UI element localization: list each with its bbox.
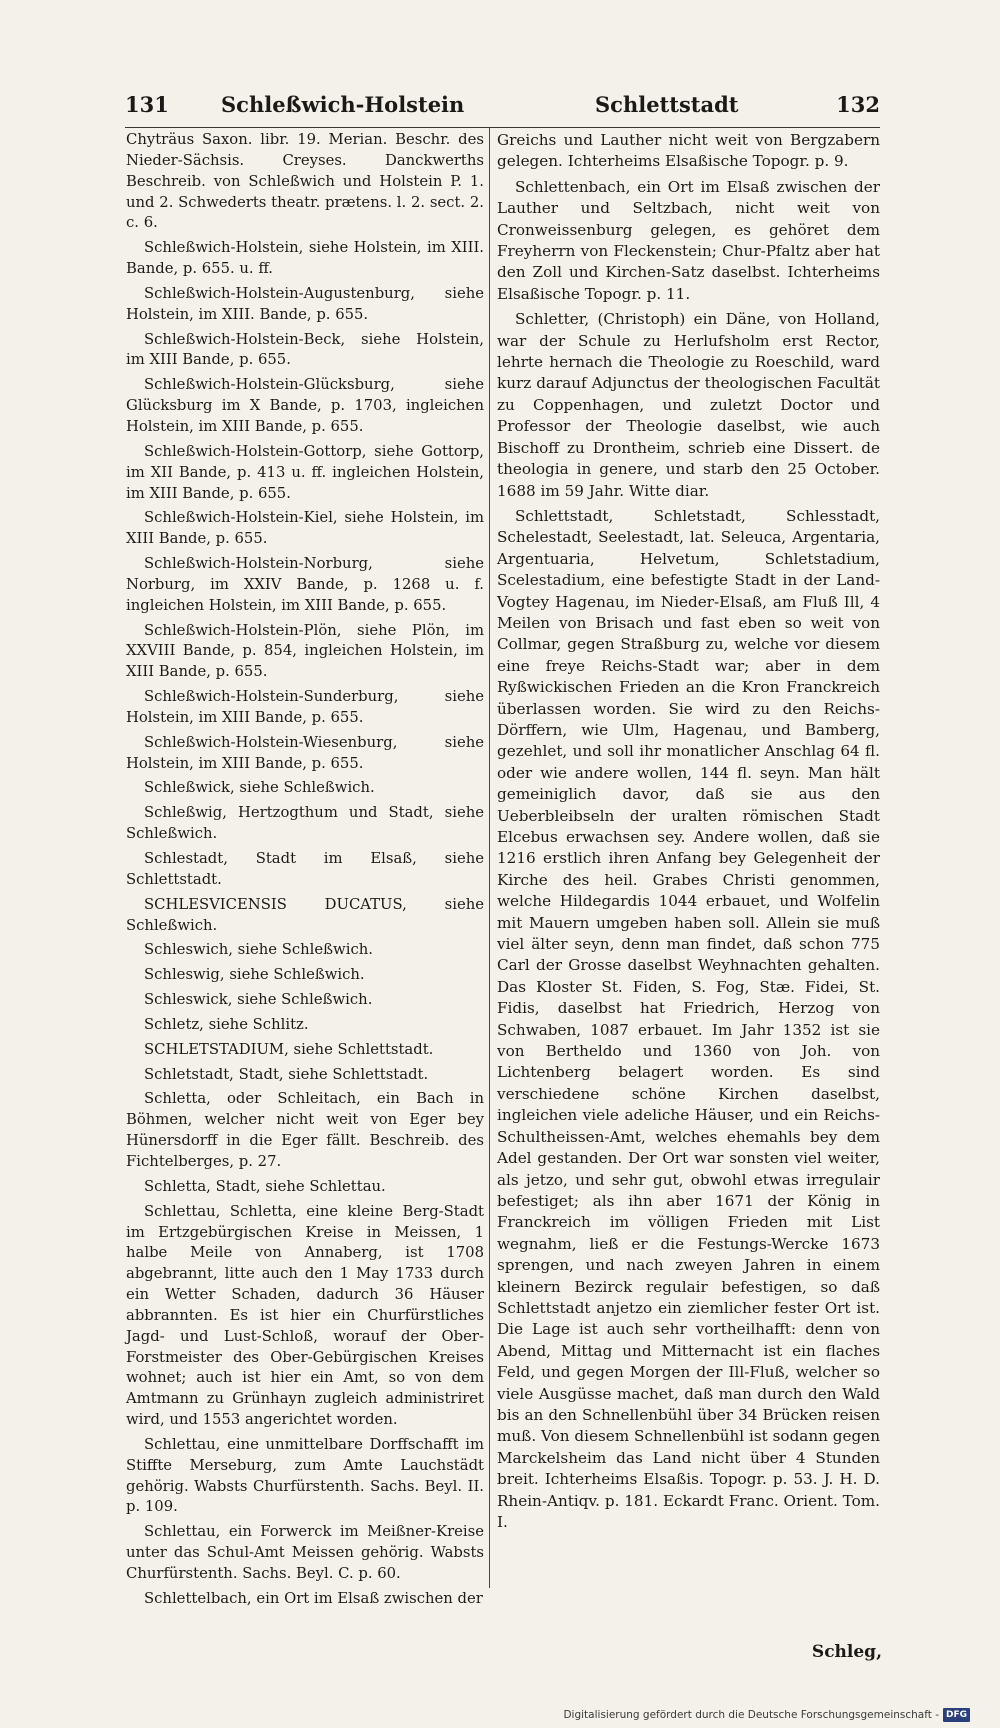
- header-rule: [125, 127, 880, 128]
- entry: Greichs und Lauther nicht weit von Bergzabern gelegen. Ichterheims Elsaßische Topogr. p. 9.: [497, 131, 880, 171]
- entry: SCHLETSTADIUM, siehe Schlettstadt.: [144, 1040, 434, 1058]
- page-number-right: 132: [836, 92, 880, 117]
- entry: Schleßwich-Holstein-Beck, siehe Holstein, im XIII Bande, p. 655.: [126, 330, 484, 369]
- entry: Schlettau, eine unmittelbare Dorffschafft im Stiffte Merseburg, zum Amte Lauchstädt gehörig. Wabsts Churfürstenth. Sachs. Beyl. II. p. 109.: [126, 1435, 484, 1516]
- entry: Schleßwich-Holstein-Sunderburg, siehe Holstein, im XIII Bande, p. 655.: [126, 688, 484, 726]
- entry: Schletta, oder Schleitach, ein Bach in Böhmen, welcher nicht weit von Eger bey Hünersdorff in die Eger fällt. Beschreib. des Fichtelberges, p. 27.: [126, 1090, 484, 1170]
- catchword: Schleg,: [811, 1642, 882, 1662]
- page-header: [125, 92, 880, 126]
- entry: Schleswick, siehe Schleßwich.: [144, 991, 373, 1009]
- entry: Schleßwick, siehe Schleßwich.: [144, 779, 375, 797]
- page-number-left: 131: [125, 92, 169, 117]
- entry: Schleßwich-Holstein-Gottorp, siehe Gottorp, im XII Bande, p. 413 u. ff. ingleichen Holstein, im XIII Bande, p. 655.: [126, 442, 484, 502]
- entry: Schleßwich-Holstein-Glücksburg, siehe Glücksburg im X Bande, p. 1703, ingleichen Holstein, im XIII Bande, p. 655.: [126, 376, 484, 435]
- entry: Schletta, Stadt, siehe Schlettau.: [144, 1177, 386, 1195]
- entry: Schletz, siehe Schlitz.: [144, 1015, 309, 1033]
- entry: Schleßwich-Holstein-Kiel, siehe Holstein, im XIII Bande, p. 655.: [126, 509, 484, 548]
- entry: Schlestadt, Stadt im Elsaß, siehe Schlettstadt.: [126, 850, 484, 888]
- footer-text: Digitalisierung gefördert durch die Deutsche Forschungsgemeinschaft -: [563, 1709, 939, 1721]
- entry: Schleßwich-Holstein-Augustenburg, siehe Holstein, im XIII. Bande, p. 655.: [126, 284, 484, 323]
- digitization-footer: [563, 1708, 970, 1722]
- entry: Schleswig, siehe Schleßwich.: [144, 966, 365, 984]
- entry: Chyträus Saxon. libr. 19. Merian. Beschr. des Nieder-Sächsis. Creyses. Danckwerths Beschreib. von Schleßwich und Holstein P. 1. und 2. Schwederts theatr. prætens. l. 2. sect. 2. c. 6.: [126, 131, 484, 232]
- entry: Schletter, (Christoph) ein Däne, von Holland, war der Schule zu Herlufsholm erst Rector, lehrte hernach die Theologie zu Roeschild, ward kurz darauf Adjunctus der theologischen Facultät zu Coppenhagen, und zuletzt Doctor und Professor der Theologie daselbst, wie auch Bischoff zu Drontheim, schrieb eine Dissert. de theologia in genere, und starb den 25 October. 1688 im 59 Jahr. Witte diar.: [497, 310, 880, 500]
- entry: Schleswich, siehe Schleßwich.: [144, 941, 373, 959]
- entry: Schleßwich-Holstein-Plön, siehe Plön, im XXVIII Bande, p. 854, ingleichen Holstein, im XIII Bande, p. 655.: [126, 621, 484, 681]
- entry: Schlettstadt, Schletstadt, Schlesstadt, Schelestadt, Seelestadt, lat. Seleuca, Argentaria, Argentuaria, Helvetum, Schletstadium, Scelestadium, eine befestigte Stadt in der Land-Vogtey Hagenau, im Nieder-Elsaß, am Fluß Ill, 4 Meilen von Brisach und fast eben so weit von Collmar, gegen Straßburg zu, welche vor diesem eine freye Reichs-Stadt war; aber in dem Ryßwickischen Frieden an die Kron Franckreich überlassen worden. Sie wird zu den Reichs-Dörffern, wie Ulm, Hagenau, und Bamberg, gezehlet, und soll ihr monatlicher Anschlag 64 fl. oder wie andere wollen, 144 fl. seyn. Man hält gemeiniglich davor, daß sie aus den Ueberbleibseln der uralten römischen Stadt Elcebus erwachsen sey. Andere wollen, daß sie 1216 erstlich ihren Anfang bey Gelegenheit der Kirche des heil. Grabes Christi genommen, welche Hildegardis 1044 erbauet, und Wolfelin mit Mauern umgeben haben soll. Allein sie muß viel älter seyn, denn man findet, daß schon 775 Carl der Grosse daselbst Weyhnachten gehalten. Das Kloster St. Fiden, S. Fog, Stæ. Fidei, St. Fidis, daselbst hat Friedrich, Herzog von Schwaben, 1087 erbauet. Im Jahr 1352 ist sie von Bertheldo und 1360 von Joh. von Lichtenberg belagert worden. Es sind verschiedene schöne Kirchen daselbst, ingleichen viele adeliche Häuser, und ein Reichs-Schultheissen-Amt, welches ehemahls bey dem Adel gestanden. Der Ort war sonsten viel weiter, als jetzo, und sehr gut, obwohl etwas irregulair befestiget; als ihn aber 1671 der König in Franckreich im völligen Frieden mit List wegnahm, ließ er die Festungs-Wercke 1673 sprengen, und nach zweyen Jahren in einem kleinern Bezirck regulair befestigen, so daß Schlettstadt anjetzo ein ziemlicher fester Ort ist. Die Lage ist auch sehr vortheilhafft: denn von Abend, Mittag und Mitternacht ist ein flaches Feld, und gegen Morgen der Ill-Fluß, welcher so viele Ausgüsse machet, daß man durch den Wald bis an den Schnellenbühl über 34 Brücken reisen muß. Von diesem Schnellenbühl ist sodann gegen Marckelsheim das Land nicht über 4 Stunden breit. Ichterheims Elsaßis. Topogr. p. 53. J. H. D. Rhein-Antiqv. p. 181. Eckardt Franc. Orient. Tom. I.: [497, 506, 880, 1531]
- entry: Schletstadt, Stadt, siehe Schlettstadt.: [144, 1065, 429, 1083]
- entry: SCHLESVICENSIS DUCATUS, siehe Schleßwich.: [126, 895, 484, 934]
- entry: Schleßwig, Hertzogthum und Stadt, siehe Schleßwich.: [126, 804, 484, 843]
- right-column: [497, 130, 880, 1537]
- entry: Schleßwich-Holstein-Norburg, siehe Norburg, im XXIV Bande, p. 1268 u. f. ingleichen Holstein, im XIII Bande, p. 655.: [126, 555, 484, 614]
- entry: Schleßwich-Holstein, siehe Holstein, im XIII. Bande, p. 655. u. ff.: [126, 239, 484, 278]
- entry: Schlettau, ein Forwerck im Meißner-Kreise unter das Schul-Amt Meissen gehörig. Wabsts Churfürstenth. Sachs. Beyl. C. p. 60.: [126, 1523, 484, 1582]
- entry: Schlettelbach, ein Ort im Elsaß zwischen der: [144, 1589, 483, 1607]
- dfg-logo-icon: DFG: [943, 1708, 970, 1722]
- entry: Schleßwich-Holstein-Wiesenburg, siehe Holstein, im XIII Bande, p. 655.: [126, 733, 484, 772]
- entry: Schlettenbach, ein Ort im Elsaß zwischen der Lauther und Seltzbach, nicht weit von Cronweissenburg gelegen, es gehöret dem Freyherrn von Fleckenstein; Chur-Pfaltz aber hat den Zoll und Kirchen-Satz daselbst. Ichterheims Elsaßische Topogr. p. 11.: [497, 177, 880, 303]
- left-column: [126, 130, 484, 1614]
- running-head-left: Schleßwich-Holstein: [221, 92, 465, 117]
- running-head-right: Schlettstadt: [595, 92, 739, 117]
- column-divider: [489, 128, 490, 1588]
- entry: Schlettau, Schletta, eine kleine Berg-Stadt im Ertzgebürgischen Kreise in Meissen, 1 halbe Meile von Annaberg, ist 1708 abgebrannt, litte auch den 1 May 1733 durch ein Wetter Schaden, dadurch 36 Häuser abbrannten. Es ist hier ein Churfürstliches Jagd- und Lust-Schloß, worauf der Ober-Forstmeister des Ober-Gebürgischen Kreises wohnet; auch ist hier ein Amt, so von dem Amtmann zu Grünhayn zugleich administriret wird, und 1553 angerichtet worden.: [126, 1202, 484, 1429]
